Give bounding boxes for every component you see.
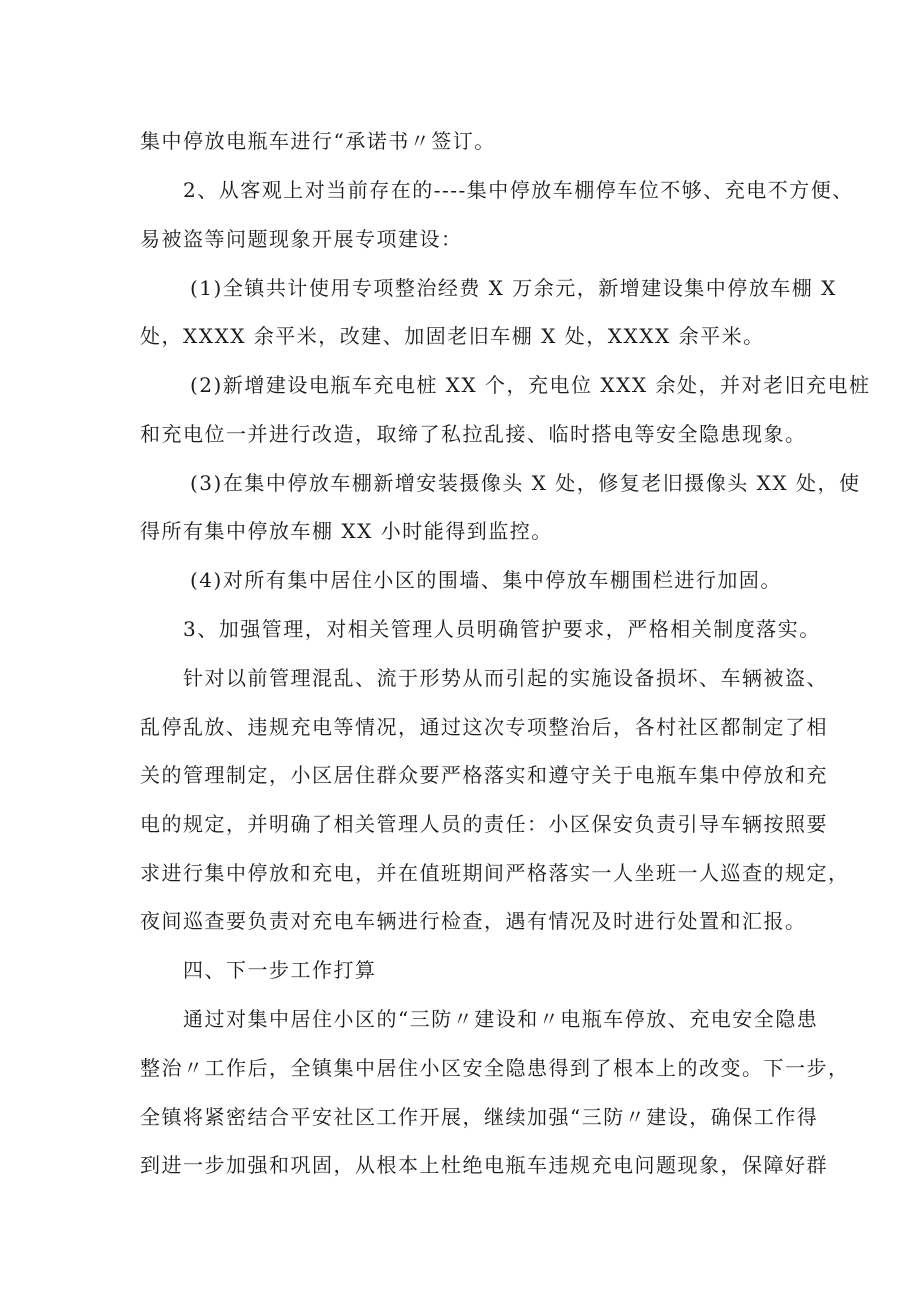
paragraph-line: 夜间巡查要负责对充电车辆进行检查，遇有情况及时进行处置和汇报。: [140, 909, 807, 933]
list-item-4: (4)对所有集中居住小区的围墙、集中停放车棚围栏进行加固。: [190, 568, 782, 592]
paragraph-line: 求进行集中停放和充电，并在值班期间严格落实一人坐班一人巡查的规定，: [140, 861, 850, 885]
section-heading-2: 2、从客观上对当前存在的----集中停放车棚停车位不够、充电不方便、: [183, 178, 854, 202]
paragraph-line: 处，XXXX 余平米，改建、加固老旧车棚 X 处，XXXX 余平米。: [140, 324, 765, 348]
paragraph-line: 整治〃工作后，全镇集中居住小区安全隐患得到了根本上的改变。下一步，: [140, 1056, 850, 1080]
paragraph-line: 到进一步加强和巩固，从根本上杜绝电瓶车违规充电问题现象，保障好群: [140, 1153, 828, 1177]
paragraph-line: 和充电位一并进行改造，取缔了私拉乱接、临时搭电等安全隐患现象。: [140, 422, 807, 446]
list-item-2: (2)新增建设电瓶车充电桩 XX 个，充电位 XXX 余处，并对老旧充电桩: [190, 373, 871, 397]
list-item-1: (1)全镇共计使用专项整治经费 X 万余元，新增建设集中停放车棚 X: [190, 276, 837, 300]
paragraph-line: 电的规定，并明确了相关管理人员的责任：小区保安负责引导车辆按照要: [140, 812, 828, 836]
paragraph-line: 集中停放电瓶车进行“承诺书〃签订。: [140, 129, 496, 153]
paragraph-line: 通过对集中居住小区的“三防〃建设和〃电瓶车停放、充电安全隐患: [183, 1007, 819, 1031]
paragraph-line: 全镇将紧密结合平安社区工作开展，继续加强“三防〃建设，确保工作得: [140, 1105, 819, 1129]
paragraph-line: 易被盗等问题现象开展专项建设：: [140, 227, 463, 251]
list-item-3: (3)在集中停放车棚新增安装摄像头 X 处，修复老旧摄像头 XX 处，使: [190, 471, 861, 495]
paragraph-line: 关的管理制定，小区居住群众要严格落实和遵守关于电瓶车集中停放和充: [140, 763, 828, 787]
paragraph-line: 得所有集中停放车棚 XX 小时能得到监控。: [140, 519, 553, 543]
paragraph-line: 乱停乱放、违规充电等情况，通过这次专项整治后，各村社区都制定了相: [140, 715, 828, 739]
section-heading-4: 四、下一步工作打算: [183, 958, 377, 982]
paragraph-line: 针对以前管理混乱、流于形势从而引起的实施设备损坏、车辆被盗、: [183, 666, 828, 690]
section-heading-3: 3、加强管理，对相关管理人员明确管护要求，严格相关制度落实。: [183, 617, 821, 641]
